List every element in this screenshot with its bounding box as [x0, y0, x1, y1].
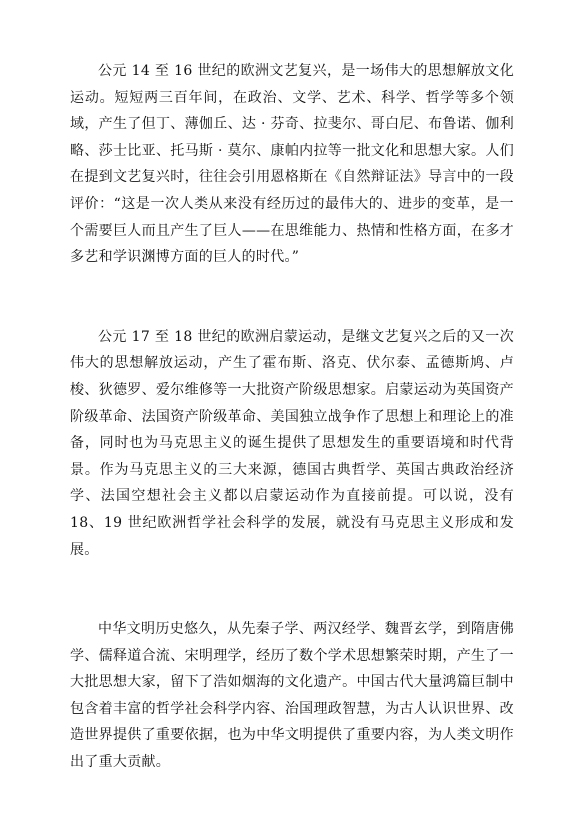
paragraph-chinese-civilization: 中华文明历史悠久，从先秦子学、两汉经学、魏晋玄学，到隋唐佛学、儒释道合流、宋明理学，经历了数个学术思想繁荣时期，产生了一大批思想大家，留下了浩如烟海的文化遗产。中国古代大量鸿篇巨制中包含着丰富的哲学社会科学内容、治国理政智慧，为古人认识世界、改造世界提供了重要依据，也为中华文明提供了重要内容，为人类文明作出了重大贡献。 [70, 621, 514, 771]
document-body [70, 58, 514, 776]
paragraph-enlightenment: 公元 17 至 18 世纪的欧洲启蒙运动，是继文艺复兴之后的又一次伟大的思想解放运动，产生了霍布斯、洛克、伏尔泰、孟德斯鸠、卢梭、狄德罗、爱尔维修等一大批资产阶级思想家。启蒙运动为英国资产阶级革命、法国资产阶级革命、美国独立战争作了思想上和理论上的准备，同时也为马克思主义的诞生提供了思想发生的重要语境和时代背景。作为马克思主义的三大来源，德国古典哲学、英国古典政治经济学、法国空想社会主义都以启蒙运动作为直接前提。可以说，没有 18、19 世纪欧洲哲学社会科学的发展，就没有马克思主义形成和发展。 [70, 328, 514, 558]
paragraph-renaissance: 公元 14 至 16 世纪的欧洲文艺复兴，是一场伟大的思想解放文化运动。短短两三百年间，在政治、文学、艺术、科学、哲学等多个领域，产生了但丁、薄伽丘、达 · 芬奇、拉斐尔、哥白尼、布鲁诺、伽利略、莎士比亚、托马斯 · 莫尔、康帕内拉等一批文化和思想大家。人们在提到文艺复兴时，往往会引用恩格斯在《自然辩证法》导言中的一段评价：“这是一次人类从来没有经历过的最伟大的、进步的变革，是一个需要巨人而且产生了巨人——在思维能力、热情和性格方面，在多才多艺和学识渊博方面的巨人的时代。” [70, 63, 514, 266]
